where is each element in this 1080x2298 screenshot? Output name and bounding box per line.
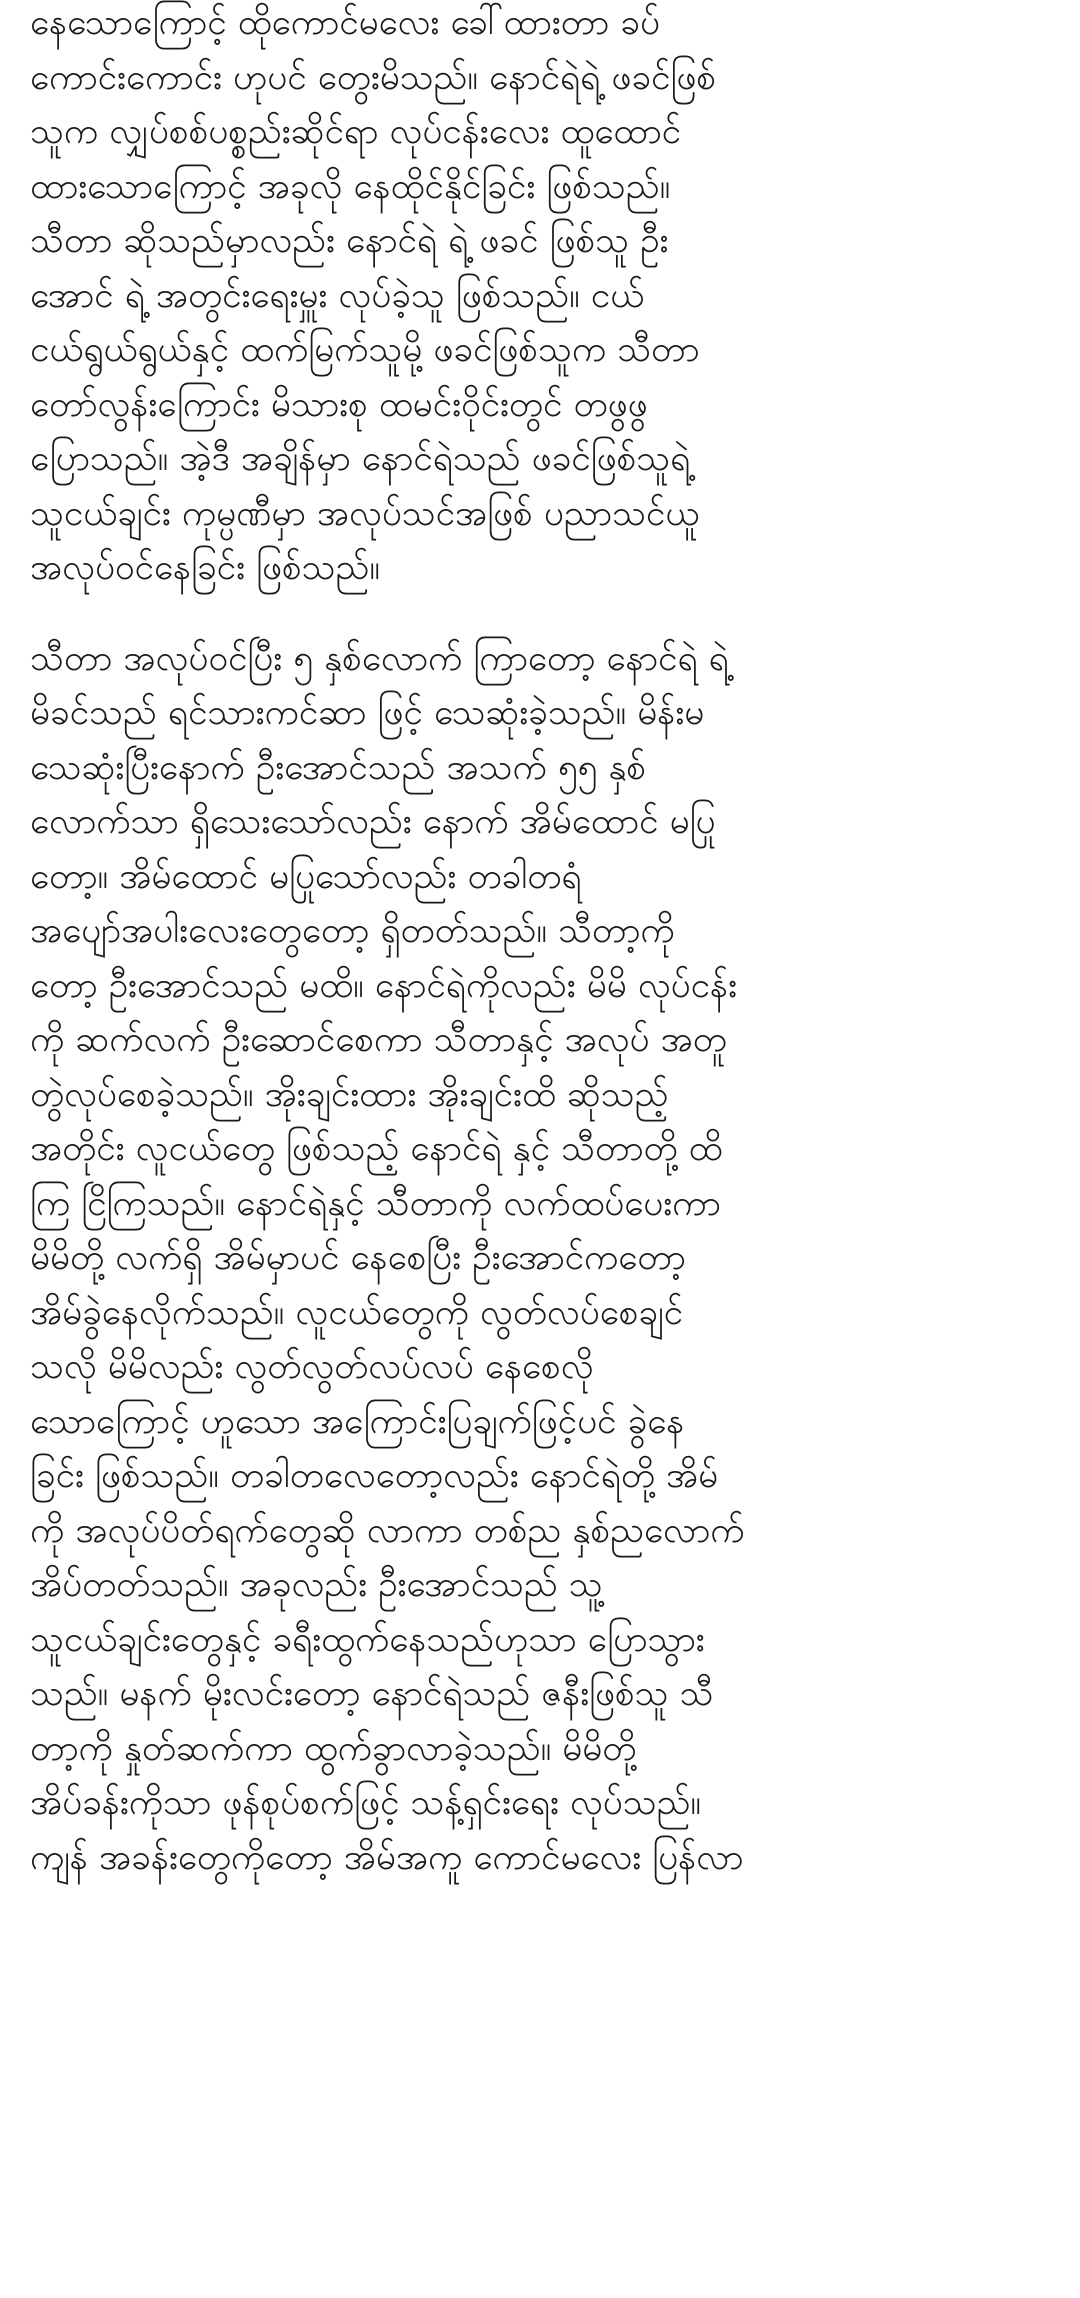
text-line: ကြ ငြိကြသည်။ နောင်ရဲနှင့် သီတာကို လက်ထပ်ပေးကာ	[30, 1183, 721, 1224]
text-line: အိပ်ခန်းကိုသာ ဖုန်စုပ်စက်ဖြင့် သန့်ရှင်းရေး လုပ်သည်။	[30, 1783, 701, 1823]
text-line: ကို အလုပ်ပိတ်ရက်တွေဆို လာကာ တစ်ည နှစ်ညလောက်	[30, 1510, 745, 1551]
text-line: တော်လွန်းကြောင်း မိသားစု ထမင်းဝိုင်းတွင် တဖွဖွ	[30, 384, 648, 425]
text-line: အိမ်ခွဲနေလိုက်သည်။ လူငယ်တွေကို လွတ်လပ်စေချင်	[30, 1292, 684, 1333]
text-line: သီတာ အလုပ်ဝင်ပြီး ၅ နှစ်လောက် ကြာတော့ နောင်ရဲ ရဲ့	[30, 638, 729, 679]
text-line: အပျော်အပါးလေးတွေတော့ ရှိတတ်သည်။ သီတာ့ကို	[30, 911, 675, 951]
text-line: တော့ ဦးအောင်သည် မထိ။ နောင်ရဲကိုလည်း မိမိ လုပ်ငန်း	[30, 965, 738, 1006]
text-line: သေဆုံးပြီးနောက် ဦးအောင်သည် အသက် ၅၅ နှစ်	[30, 747, 647, 788]
text-line: ပြောသည်။ အဲ့ဒီ အချိန်မှာ နောင်ရဲသည် ဖခင်ဖြစ်သူရဲ့	[30, 439, 691, 479]
text-line: ကို ဆက်လက် ဦးဆောင်စေကာ သီတာနှင့် အလုပ် အတူ	[30, 1020, 727, 1060]
text-line: ထားသောကြောင့် အခုလို နေထိုင်နိုင်ခြင်း ဖြစ်သည်။	[30, 166, 671, 207]
text-line: ခြင်း ဖြစ်သည်။ တခါတလေတော့လည်း နောင်ရဲတို့ အိမ်	[30, 1456, 719, 1496]
text-line: ငယ်ရွယ်ရွယ်နှင့် ထက်မြက်သူမို့ ဖခင်ဖြစ်သူက သီတာ	[30, 330, 700, 370]
text-line: သလို မိမိလည်း လွတ်လွတ်လပ်လပ် နေစေလို	[30, 1347, 594, 1387]
text-line: ကောင်းကောင်း ဟုပင် တွေးမိသည်။ နောင်ရဲရဲ့ ဖခင်ဖြစ်	[30, 57, 717, 98]
text-line: ကျန် အခန်းတွေကိုတော့ အိမ်အကူ ကောင်မလေး ပြန်လာ	[30, 1837, 744, 1878]
text-line: မိခင်သည် ရင်သားကင်ဆာ ဖြင့် သေဆုံးခဲ့သည်။ မိန်းမ	[30, 693, 705, 733]
text-line: မိမိတို့ လက်ရှိ အိမ်မှာပင် နေစေပြီး ဦးအောင်ကတော့	[30, 1238, 686, 1278]
text-line: အိပ်တတ်သည်။ အခုလည်း ဦးအောင်သည် သူ့	[30, 1565, 603, 1605]
text-line: တော့။ အိမ်ထောင် မပြုသော်လည်း တခါတရံ	[30, 856, 582, 897]
text-line: သောကြောင့် ဟူသော အကြောင်းပြချက်ဖြင့်ပင် ခွဲနေ	[30, 1401, 685, 1442]
text-line: သူငယ်ချင်းတွေနှင့် ခရီးထွက်နေသည်ဟုသာ ပြောသွား	[30, 1619, 705, 1660]
text-line: အလုပ်ဝင်နေခြင်း ဖြစ်သည်။	[30, 548, 380, 588]
text-line: တွဲလုပ်စေခဲ့သည်။ အိုးချင်းထား အိုးချင်းထိ ဆိုသည့်	[30, 1074, 669, 1115]
paragraph	[30, 632, 1050, 1886]
article-body	[30, 0, 1050, 1885]
paragraph	[30, 0, 1050, 596]
text-line: အတိုင်း လူငယ်တွေ ဖြစ်သည့် နောင်ရဲ နှင့် သီတာတို့ ထိ	[30, 1129, 723, 1169]
text-line: သည်။ မနက် မိုးလင်းတော့ နောင်ရဲသည် ဇနီးဖြစ်သူ သီ	[30, 1674, 714, 1714]
text-line: အောင် ရဲ့ အတွင်းရေးမှူး လုပ်ခဲ့သူ ဖြစ်သည်။ ငယ်	[30, 275, 645, 316]
text-line: တာ့ကို နှုတ်ဆက်ကာ ထွက်ခွာလာခဲ့သည်။ မိမိတို့	[30, 1728, 637, 1769]
text-line: လောက်သာ ရှိသေးသော်လည်း နောက် အိမ်ထောင် မပြု	[30, 802, 716, 842]
text-line: သူက လျှပ်စစ်ပစ္စည်းဆိုင်ရာ လုပ်ငန်းလေး ထူထောင်	[30, 112, 682, 152]
text-line: သီတာ ဆိုသည်မှာလည်း နောင်ရဲ ရဲ့ ဖခင် ဖြစ်သူ ဦး	[30, 221, 669, 261]
text-line: သူငယ်ချင်း ကုမ္ပဏီမှာ အလုပ်သင်အဖြစ် ပညာသင်ယူ	[30, 493, 700, 534]
text-line: နေသောကြောင့် ထိုကောင်မလေး ခေါ်ထားတာ ခပ်	[30, 3, 660, 43]
